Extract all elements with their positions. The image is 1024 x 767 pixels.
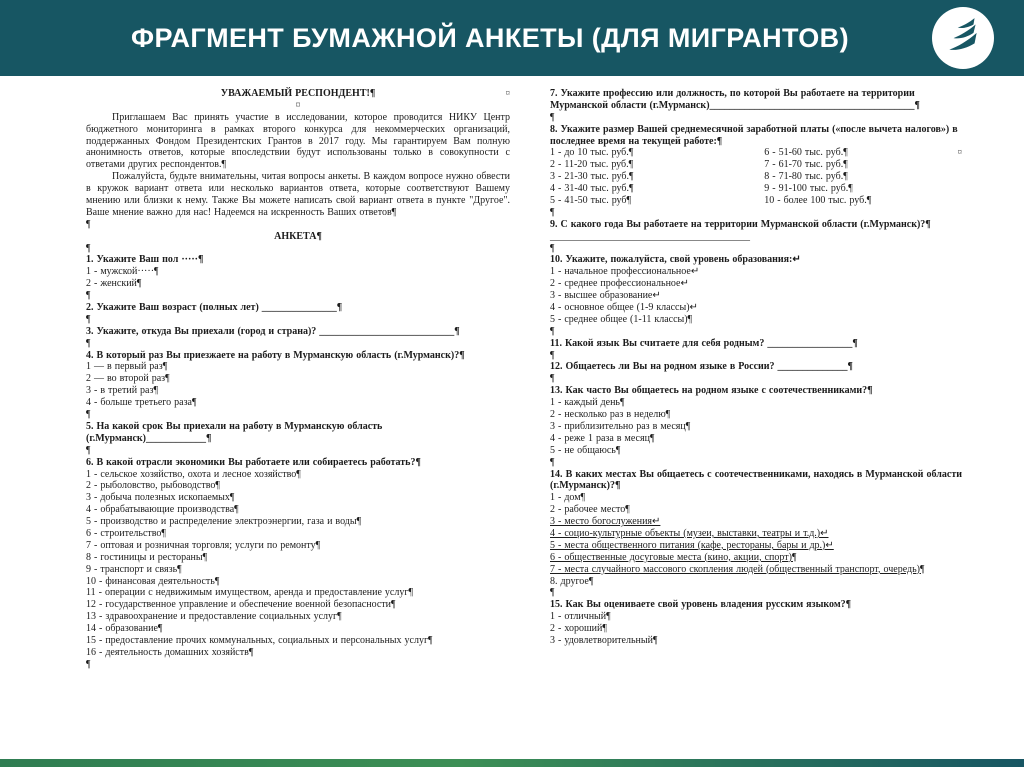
doc-line: ¶ [550, 242, 555, 254]
doc-line: 9. С какого года Вы работаете на территории Мурманской области (г.Мурманск)?¶ [550, 218, 931, 230]
doc-line: ¶ [86, 658, 91, 670]
doc-line: 11 - операции с недвижимым имуществом, аренда и предоставление услуг¶ [86, 587, 413, 599]
doc-line: 6 - общественные досуговые места (кино, акции, спорт)¶ [550, 551, 797, 563]
doc-line: 1 - начальное профессиональное↵ [550, 266, 700, 278]
document-page [86, 88, 962, 753]
doc-line: 4 - обрабатывающие производства¶ [86, 504, 239, 516]
doc-line: 16 - деятельность домашних хозяйств¶ [86, 646, 254, 658]
doc-line: 1 - сельское хозяйство, охота и лесное хозяйство¶ [86, 468, 301, 480]
tree-logo-icon [942, 15, 984, 62]
doc-line: 14. В каких местах Вы общаетесь с соотечественниками, находясь в Мурманской области (г.Мурманск)?¶ [550, 468, 962, 492]
doc-line: 1 - мужской·····¶ [86, 266, 159, 278]
doc-line: 4 - социо-культурные объекты (музеи, выставки, театры и т.д.)↵ [550, 527, 829, 539]
doc-line: 8. другое¶ [550, 575, 594, 587]
doc-line-col: 8 - 71-80 тыс. руб.¶ [764, 171, 848, 183]
doc-line: 12 - государственное управление и обеспечение военной безопасности¶ [86, 599, 396, 611]
doc-line: УВАЖАЕМЫЙ РЕСПОНДЕНТ!¶ ¤ [220, 88, 510, 99]
doc-line: 4 - реже 1 раза в месяц¶ [550, 432, 655, 444]
anchor-mark: ¤ [957, 147, 962, 158]
document-right-column [550, 88, 962, 753]
doc-line: 1 - каждый день¶ [550, 397, 625, 409]
doc-line: 5. На какой срок Вы приехали на работу в Мурманскую область (г.Мурманск)____________¶ [86, 420, 383, 444]
doc-line: 15 - предоставление прочих коммунальных, социальных и персональных услуг¶ [86, 634, 433, 646]
doc-line-col: 6 - 51-60 тыс. руб.¶ [764, 147, 848, 159]
doc-line: 7 - места случайного массового скопления людей (общественный транспорт, очередь)¶ [550, 563, 925, 575]
doc-line: 2 - несколько раз в неделю¶ [550, 409, 671, 421]
logo-badge [932, 7, 994, 69]
doc-line: 4 - основное общее (1-9 классы)↵ [550, 302, 698, 314]
doc-line: 5 - не общаюсь¶ [550, 444, 621, 456]
doc-line: 13. Как часто Вы общаетесь на родном языке с соотечественниками?¶ [550, 385, 873, 397]
doc-line: 6 - строительство¶ [86, 527, 166, 539]
doc-line: ¶ [86, 313, 91, 325]
doc-line: 8 - гостиницы и рестораны¶ [86, 551, 208, 563]
doc-line-col: 3 - 21-30 тыс. руб.¶ [550, 171, 634, 183]
doc-line: 1 — в первый раз¶ [86, 361, 168, 373]
doc-line: 1 - дом¶ [550, 492, 586, 504]
doc-line: 3 - в третий раз¶ [86, 385, 158, 397]
doc-line: 12. Общаетесь ли Вы на родном языке в России? ______________¶ [550, 361, 853, 373]
doc-line-col: 2 - 11-20 тыс. руб.¶ [550, 159, 634, 171]
doc-line: 3 - место богослужения↵ [550, 516, 661, 528]
doc-line-col: 5 - 41-50 тыс. руб¶ [550, 195, 632, 207]
footer-bar [0, 759, 1024, 767]
doc-line: 1. Укажите Ваш пол ·····¶ [86, 254, 204, 266]
doc-line: 13 - здравоохранение и предоставление социальных услуг¶ [86, 611, 342, 623]
doc-line: 7. Укажите профессию или должность, по которой Вы работаете на территории Мурманской области (г.Мурманск)_________________________________________¶ [550, 88, 920, 111]
doc-line: ¶ [550, 456, 555, 468]
doc-line: Пожалуйста, будьте внимательны, читая вопросы анкеты. В каждом вопросе нужно обвести в кружок вариант ответа или несколько вариантов ответа, которые соответствуют Вашему мнению или близки к нему. Также Вы можете написать свой вариант ответа в пункте "Другое". Ваше мнение важно для нас! Надеемся на искренность Ваших ответов¶ [86, 171, 510, 218]
doc-line [550, 195, 962, 207]
doc-line-col: 4 - 31-40 тыс. руб.¶ [550, 183, 634, 195]
anchor-mark: ¤ [505, 88, 510, 98]
doc-line-col: 7 - 61-70 тыс. руб.¶ [764, 159, 848, 171]
doc-line: ¶ [550, 325, 555, 337]
doc-line: ¶ [550, 206, 555, 218]
doc-line: 3 - высшее образование↵ [550, 290, 661, 302]
doc-line: 10. Укажите, пожалуйста, свой уровень образования:↵ [550, 254, 801, 266]
doc-line: ¶ [86, 290, 91, 302]
doc-line: ¶ [86, 218, 91, 230]
doc-line: 3 - добыча полезных ископаемых¶ [86, 492, 235, 504]
doc-line: 2 - среднее профессиональное↵ [550, 278, 689, 290]
doc-line: 5 - среднее общее (1-11 классы)¶ [550, 313, 693, 325]
doc-line [550, 171, 962, 183]
doc-line: ¶ [550, 587, 555, 599]
doc-line: ¤ [295, 99, 301, 111]
doc-line: АНКЕТА¶ [274, 230, 322, 242]
doc-line: ¶ [86, 242, 91, 254]
doc-line: 2 - хороший¶ [550, 623, 607, 635]
doc-line: 3 - приблизительно раз в месяц¶ [550, 420, 691, 432]
doc-line [550, 159, 962, 171]
doc-line: ¶ [550, 349, 555, 361]
doc-line: 2 - рабочее место¶ [550, 504, 630, 516]
doc-line: 15. Как Вы оцениваете свой уровень владения русским языком?¶ [550, 599, 852, 611]
doc-line: 1 - отличный¶ [550, 611, 611, 623]
doc-line [550, 147, 962, 159]
doc-line: 5 - места общественного питания (кафе, рестораны, бары и др.)↵ [550, 539, 834, 551]
doc-line [550, 183, 962, 195]
slide-header [0, 0, 1024, 76]
doc-line: 3. Укажите, откуда Вы приехали (город и страна)? ___________________________¶ [86, 325, 460, 337]
doc-line: 2. Укажите Ваш возраст (полных лет) _______________¶ [86, 302, 343, 314]
doc-line: ¶ [550, 111, 555, 123]
doc-line: 3 - удовлетворительный¶ [550, 634, 658, 646]
doc-line: ¶ [550, 373, 555, 385]
document-left-column [86, 88, 510, 753]
slide-title: ФРАГМЕНТ БУМАЖНОЙ АНКЕТЫ (ДЛЯ МИГРАНТОВ) [131, 22, 849, 53]
doc-line: 9 - транспорт и связь¶ [86, 563, 182, 575]
doc-line: 11. Какой язык Вы считаете для себя родным? _________________¶ [550, 337, 858, 349]
doc-line: 2 — во второй раз¶ [86, 373, 170, 385]
doc-line: 2 - рыболовство, рыбоводство¶ [86, 480, 220, 492]
doc-line: 2 - женский¶ [86, 278, 142, 290]
doc-line: ¶ [86, 444, 91, 456]
doc-line: 8. Укажите размер Вашей среднемесячной заработной платы («после вычета налогов») в последнее время на текущей работе:¶ [550, 123, 958, 147]
doc-line-col: 9 - 91-100 тыс. руб.¶ [764, 183, 853, 195]
doc-line: 4 - больше третьего раза¶ [86, 397, 197, 409]
doc-line: 7 - оптовая и розничная торговля; услуги по ремонту¶ [86, 539, 321, 551]
doc-line: ¶ [86, 337, 91, 349]
doc-line: 14 - образование¶ [86, 623, 163, 635]
doc-line: 6. В какой отрасли экономики Вы работаете или собираетесь работать?¶ [86, 456, 421, 468]
doc-line: 5 - производство и распределение электроэнергии, газа и воды¶ [86, 516, 362, 528]
doc-line: 10 - финансовая деятельность¶ [86, 575, 220, 587]
doc-line-col: 10 - более 100 тыс. руб.¶ [764, 195, 872, 207]
doc-line: ¶ [86, 409, 91, 421]
doc-line: Приглашаем Вас принять участие в исследовании, которое проводится НИКУ Центр бюджетного мониторинга в рамках второго конкурса для некоммерческих организаций, поддержанных Фондом Президентских Грантов в 2017 году. Мы гарантируем Вам полную анонимность ответов, которые впоследствии будут использованы только в совокупности с ответами других респондентов.¶ [86, 111, 510, 171]
doc-line-col: 1 - до 10 тыс. руб.¶ [550, 147, 634, 159]
doc-line: ________________________________________ [550, 230, 750, 242]
doc-line: 4. В который раз Вы приезжаете на работу в Мурманскую область (г.Мурманск)?¶ [86, 349, 465, 361]
